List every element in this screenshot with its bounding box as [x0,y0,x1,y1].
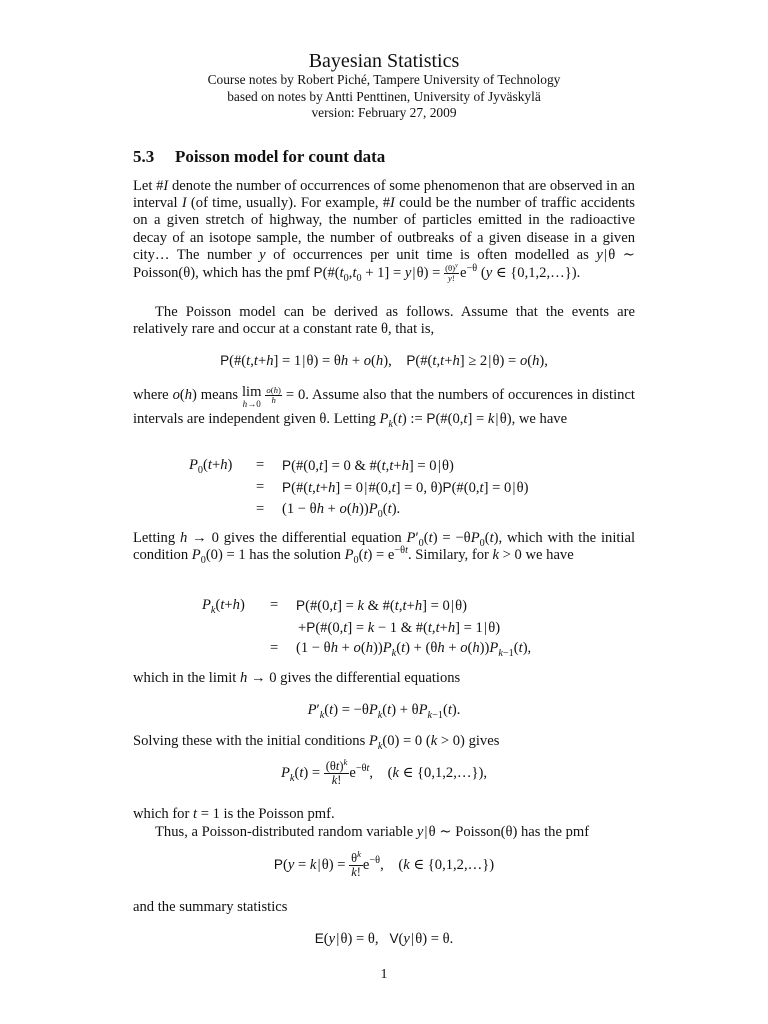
equation-rates: P(#(t,t+h] = 1 | θ) = θh + o(h), P(#(t,t+h] ≥ 2 | θ) = o(h), [220,353,548,369]
paragraph-pmf-intro: Thus, a Poisson-distributed random variable y | θ ∼ Poisson(θ) has the pmf [155,824,590,840]
page-number: 1 [380,967,388,982]
eq-array-1-line-1: $P_0(t+h)$ [189,457,233,476]
version-line: version: February 27, 2009 [311,105,457,120]
eq-array-2-line-2: +P(#(0,t] = k − 1 & #(t,t+h] = 1 | θ) [298,620,501,636]
paragraph-derivation: The Poisson model can be derived as follows. Assume that the events are relatively rare and occur at a constant rate θ, that is, [133,304,635,338]
equation-differential: $P'_k(t) = -\theta P_k(t) + \theta P_{k-1}(t)$. [307,702,461,721]
paragraph-independence: where o(h) means lim h→0 $\frac{o(h)}{h}$ = 0. Assume also that the numbers of occurences in distinct intervals are independent given θ. Letting $P_k(t)$ := P(#(0,t] = k | θ), we have [133,384,635,430]
paragraph-summary: and the summary statistics [133,899,288,915]
eq-array-1-line-3: = [256,501,265,517]
eq-array-1-line-2: = [256,479,265,495]
document-title: Bayesian Statistics [308,50,460,72]
section-heading [133,148,385,165]
paragraph-intro: Let #I denote the number of occurrences of some phenomenon that are observed in an interval I (of time, usually). For example, #I could be the number of traffic accidents on a given stretch of highway, the number of particles emitted in the radioactive decay of an isotope sample, the number of outbreaks of a given disease in a given city… The number y of occurrences per unit time is often modelled as y | θ ∼ Poisson(θ), which has the pmf $P(\#(t_0,t_0 + 1] = y$ | θ) = $\frac{(\theta)^y}{y!}$ $e^{-\theta}$ (y ∈ {0,1,2,…}). [133,178,635,284]
eq-array-2-line-3: = [270,640,279,656]
section-title: Poisson model for count data [175,147,386,166]
paragraph-limit: which in the limit h → 0 gives the differential equations [133,670,461,686]
equation-solution: $P_k(t)$ = $\frac{(\theta t)^k}{k!}$ $e^{-\theta t}$, (k ∈ {0,1,2,…}), [281,756,487,787]
paragraph-differential: Letting h → 0 gives the differential equation $P'_0(t) = -\theta P_0(t)$, which with the initial condition $P_0(0) = 1$ has the solution $P_0(t) = e^{-\theta t}$. Similary, for k > 0 we have [133,530,636,567]
equation-pmf: P(y = k | θ) = $\frac{\theta^k}{k!}$ $e^{-\theta}$, (k ∈ {0,1,2,…}) [273,848,495,879]
paragraph-poisson-pmf: which for t = 1 is the Poisson pmf. [133,806,335,822]
eq-array-2-line-1: $P_k(t+h)$ [202,597,245,616]
author-line: Course notes by Robert Piché, Tampere University of Technology [207,72,561,87]
equation-summary-stats: E(y | θ) = θ, V(y | θ) = θ. [314,931,454,947]
source-line: based on notes by Antti Penttinen, University of Jyväskylä [227,88,541,104]
paragraph-solving: Solving these with the initial conditions $P_k(0) = 0$ (k > 0) gives [133,733,500,752]
document-header [0,50,768,122]
document-page: Bayesian Statistics Course notes by Robert Piché, Tampere University of Technology based on notes by Antti Penttinen, University of Jyväskylä version: February 27, 2009 5.3 Poisson model for count data Let #I denote the number of occurrences of some phenomenon that are observed in an interval I (of time, usually). For example, #I could be the number of traffic accidents on a given stretch of highway, the number of particles emitted in the radioactive decay of an isotope sample, the number of outbreaks of a given disease in a given city… The number y of occurrences per unit time is often modelled as y | θ ∼ Poisson(θ), which has the pmf $P(\#(t_0,t_0 + 1] = y$ | θ) = $\frac{(\theta)^y}{y!}$ $e^{-\theta}$ (y ∈ {0,1,2,…}). The Poisson model can be derived as follows. Assume that the events are relatively rare and occur at a constant rate θ, that is, P(#(t,t+h] = 1 | θ) = θh + o(h), P(#(t,t+h] ≥ 2 | θ) = o(h), where o(h) means lim h→0 $\frac{o(h)}{h}$ = 0. Assume also that the numbers of occurences in distinct intervals are independent given θ. Letting $P_k(t)$ := P(#(0,t] = k | θ), we have $P_0(t+h)$ = P(#(0,t] = 0 & #(t,t+h] = 0 | θ) = P(#(t,t+h] = 0 | #(0,t] = 0, θ)P(#(0,t] = 0 | θ) = $(1 - \theta h + o(h))P_0(t)$. Letting h → 0 gives the differential equation $P'_0(t) = -\theta P_0(t)$, which with the initial condition $P_0(0) = 1$ has the solution $P_0(t) = e^{-\theta t}$. Similary, for k > 0 we have $P_k(t+h)$ = P(#(0,t] = k & #(t,t+h] = 0 | θ) +P(#(0,t] = k − 1 & #(t,t+h] = 1 | θ) = $(1 - \theta h + o(h))P_k(t) + (\theta h + o(h))P_{k-1}(t)$, which in the limit h → 0 gives the differential equations $P'_k(t) = -\theta P_k(t) + \theta P_{k-1}(t)$. Solving these with the initial conditions $P_k(0) = 0$ (k > 0) gives $P_k(t)$ = $\frac{(\theta t)^k}{k!}$ $e^{-\theta t}$, (k ∈ {0,1,2,…}), which for t = 1 is the Poisson pmf. Thus, a Poisson-distributed random variable y | θ ∼ Poisson(θ) has the pmf P(y = k | θ) = $\frac{\theta^k}{k!}$ $e^{-\theta}$, (k ∈ {0,1,2,…}) and the summary statistics E(y | θ) = θ, V(y | θ) = θ. 1 [0,0,768,1024]
section-number: 5.3 [133,147,155,166]
